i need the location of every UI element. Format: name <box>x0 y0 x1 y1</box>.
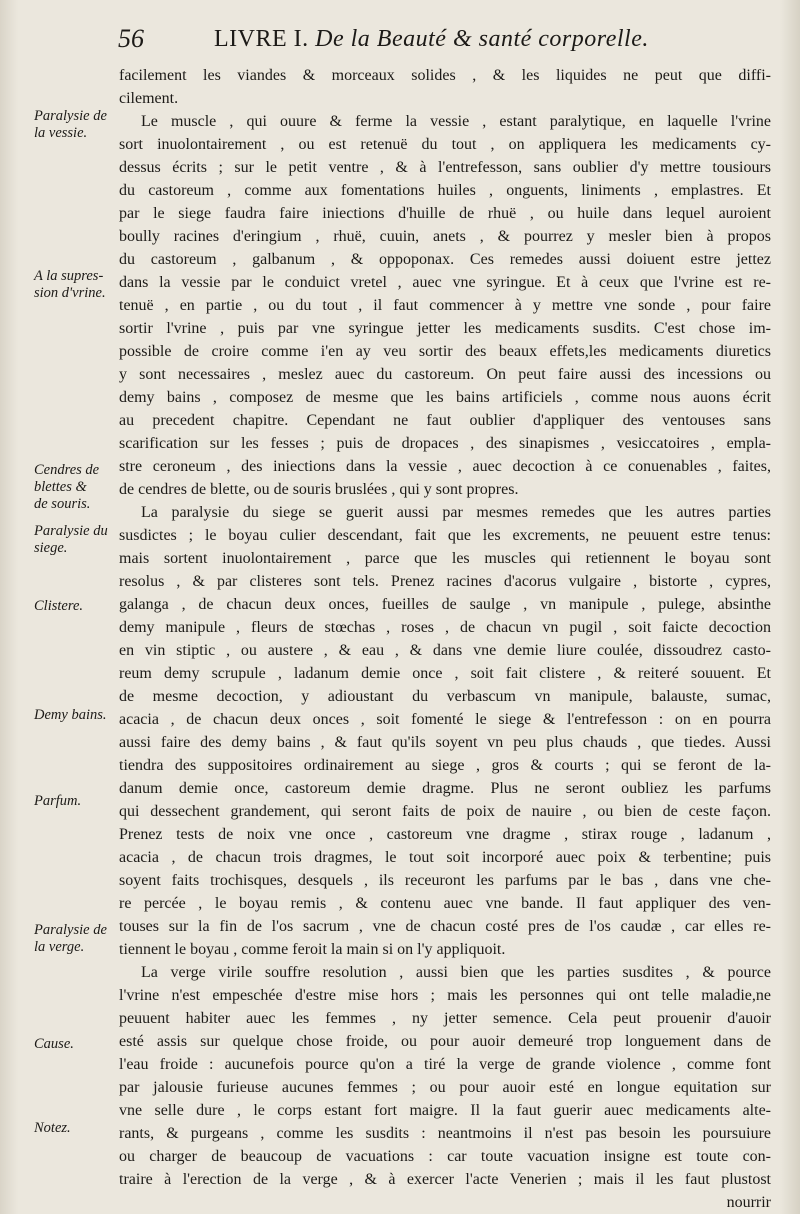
running-header <box>0 24 800 64</box>
text-line: reum demy scrupule , ladanum demie once , soit fait clistere , & reiteré souuent. Et <box>119 665 771 682</box>
text-line: vne selle dure , le corps estant fort maigre. Il la faut guerir auec medicaments alte- <box>119 1102 771 1119</box>
running-title <box>214 26 649 53</box>
text-line: Le muscle , qui ouure & ferme la vessie , estant paralytique, en laquelle l'vrine <box>141 113 771 130</box>
margin-note: A la supres- sion d'vrine. <box>34 268 106 301</box>
text-line: Prenez tests de noix vne once , castoreum vne dragme , stirax rouge , ladanum , <box>119 826 771 843</box>
text-line: de mesme decoction, y adioustant du verbascum vn manipule, balauste, sumac, <box>119 688 771 705</box>
text-line: peuuent habiter auec les femmes , ny jetter semence. Cela peut prouenir d'auoir <box>119 1010 771 1027</box>
text-line: ou charger de beaucoup de vacuations : car toute vacuation insigne est toute con- <box>119 1148 771 1165</box>
text-line: tiendra des suppositoires ordinairement au siege , gros & courts ; qui se feront de la- <box>119 757 771 774</box>
margin-note: Notez. <box>34 1120 71 1136</box>
margin-note: Cause. <box>34 1036 74 1052</box>
body-text <box>119 64 771 1214</box>
text-line: esté assis sur quelque chose froide, ou pour auoir demeuré trop longuement dans de <box>119 1033 771 1050</box>
text-line: y sont necessaires , meslez auec du castoreum. On peut faire aussi des incessions ou <box>119 366 771 383</box>
text-line: resolus , & par clisteres sont tels. Prenez racines d'acorus vulgaire , bistorte , cypres, <box>119 573 771 590</box>
text-line: demy bains , composez de mesme que les bains artificiels , comme nous auons écrit <box>119 389 771 406</box>
text-line: scarification sur les fesses ; puis de dropaces , des sinapismes , vesiccatoires , empla- <box>119 435 771 452</box>
text-line: danum demie once, castoreum demie dragme. Plus ne seront oubliez les parfums <box>119 780 771 797</box>
text-line: re percée , le boyau remis , & contenu auec vne bande. Il faut appliquer des ven- <box>119 895 771 912</box>
text-line: aussi faire des demy bains , & faut qu'ils soyent vn peu plus chauds , que tiedes. Aussi <box>119 734 771 751</box>
text-line: par le siege faudra faire iniections d'huille de rhuë , ou huile dans lequel auroient <box>119 205 771 222</box>
margin-note: Clistere. <box>34 598 84 614</box>
text-line: demy manipule , fleurs de stœchas , roses , de chacun vn pugil , soit faicte decoction <box>119 619 771 636</box>
text-line: La paralysie du siege se guerit aussi par mesmes remedes que les autres parties <box>141 504 771 521</box>
text-line: l'eau froide : aucunefois pource qu'on a tiré la verge de grande violence , comme font <box>119 1056 771 1073</box>
text-line: par jalousie furieuse aucunes femmes ; ou pour auoir esté en longue equitation sur <box>119 1079 771 1096</box>
text-line: La verge virile souffre resolution , aussi bien que les parties susdites , & pource <box>141 964 771 981</box>
text-line: du castoreum , comme aux fomentations huiles , onguents, liniments , emplastres. Et <box>119 182 771 199</box>
text-line: stre ceroneum , des iniections dans la vessie , auec decoction à ce conuenables , faites, <box>119 458 771 475</box>
text-line: en vin stiptic , ou austere , & eau , & dans vne demie liure coulée, dissoudrez casto- <box>119 642 771 659</box>
text-line: sort inuolontairement , ou est retenuë du tout , on appliquera les medicaments cy- <box>119 136 771 153</box>
text-line: nourrir <box>726 1194 771 1211</box>
text-line: facilement les viandes & morceaux solides , & les liquides ne peut que diffi- <box>119 67 771 84</box>
text-line: du castoreum , galbanum , & oppoponax. Ces remedes aussi doiuent estre jettez <box>119 251 771 268</box>
margin-note: Parfum. <box>34 793 82 809</box>
book-label: LIVRE I. <box>214 26 309 52</box>
text-line: cilement. <box>119 90 179 107</box>
margin-note: Paralysie du siege. <box>34 523 108 556</box>
running-subtitle: De la Beauté & santé corporelle. <box>315 26 649 52</box>
text-line: tenuë , en partie , ou du tout , il faut commencer à y mettre vne sonde , pour faire <box>119 297 771 314</box>
text-line: dessus écrits ; sur le petit ventre , & à l'entrefesson, sans oublier d'y mettre tousiours <box>119 159 771 176</box>
margin-note: Cendres de blettes & de souris. <box>34 462 100 512</box>
text-line: sortir l'vrine , puis par vne syringue jetter les medicaments susdits. C'est chose im- <box>119 320 771 337</box>
margin-note: Paralysie de la vessie. <box>34 108 107 141</box>
text-line: rants, & purgeans , comme les susdits : neantmoins il n'est pas besoin les poursuiure <box>119 1125 771 1142</box>
text-line: acacia , de chacun trois dragmes, le tout soit incorporé auec poix & terbentine; puis <box>119 849 771 866</box>
text-line: touses sur la fin de l'os sacrum , vne de chacun costé pres de l'os caudæ , car elles re- <box>119 918 771 935</box>
text-line: acacia , de chacun deux onces , soit fomenté le siege & l'entrefesson : on en pourra <box>119 711 771 728</box>
margin-note: Paralysie de la verge. <box>34 922 107 955</box>
page-number: 56 <box>118 24 144 53</box>
text-line: galanga , de chacun deux onces, fueilles de saulge , vn manipule , pulege, absinthe <box>119 596 771 613</box>
text-line: susdictes ; le boyau culier descendant, fait que les excrements, ne peuuent estre tenus: <box>119 527 771 544</box>
text-line: mais sortent inuolontairement , parce que les muscles qui retiennent le boyau sont <box>119 550 771 567</box>
text-line: boully racines d'eringium , rhuë, cuuin, anets , & pourrez y mesler bien à propos <box>119 228 771 245</box>
text-line: tiennent le boyau , comme feroit la main si on l'y appliquoit. <box>119 941 506 958</box>
text-line: dans la vessie par le conduict vretel , auec vne syringue. Et à ceux que l'vrine est re- <box>119 274 771 291</box>
text-line: l'vrine n'est empeschée d'estre mise hors ; mais les personnes qui ont telle maladie,ne <box>119 987 771 1004</box>
text-line: traire à l'erection de la verge , & à exercer l'acte Venerien ; mais il les faut plustost <box>119 1171 771 1188</box>
margin-notes <box>0 0 120 1214</box>
text-line: au precedent chapitre. Cependant ne faut oublier d'appliquer des ventouses sans <box>119 412 771 429</box>
text-line: soyent faits trochisques, desquels , ils receuront les parfums par le bas , dans vne che- <box>119 872 771 889</box>
text-line: possible de croire comme i'en ay veu sortir des beaux effets,les medicaments diuretics <box>119 343 771 360</box>
margin-note: Demy bains. <box>34 707 107 723</box>
text-line: qui dessechent grandement, qui seront faits de poix de nauire , ou bien de ceste façon. <box>119 803 771 820</box>
text-line: de cendres de blette, ou de souris bruslées , qui y sont propres. <box>119 481 519 498</box>
